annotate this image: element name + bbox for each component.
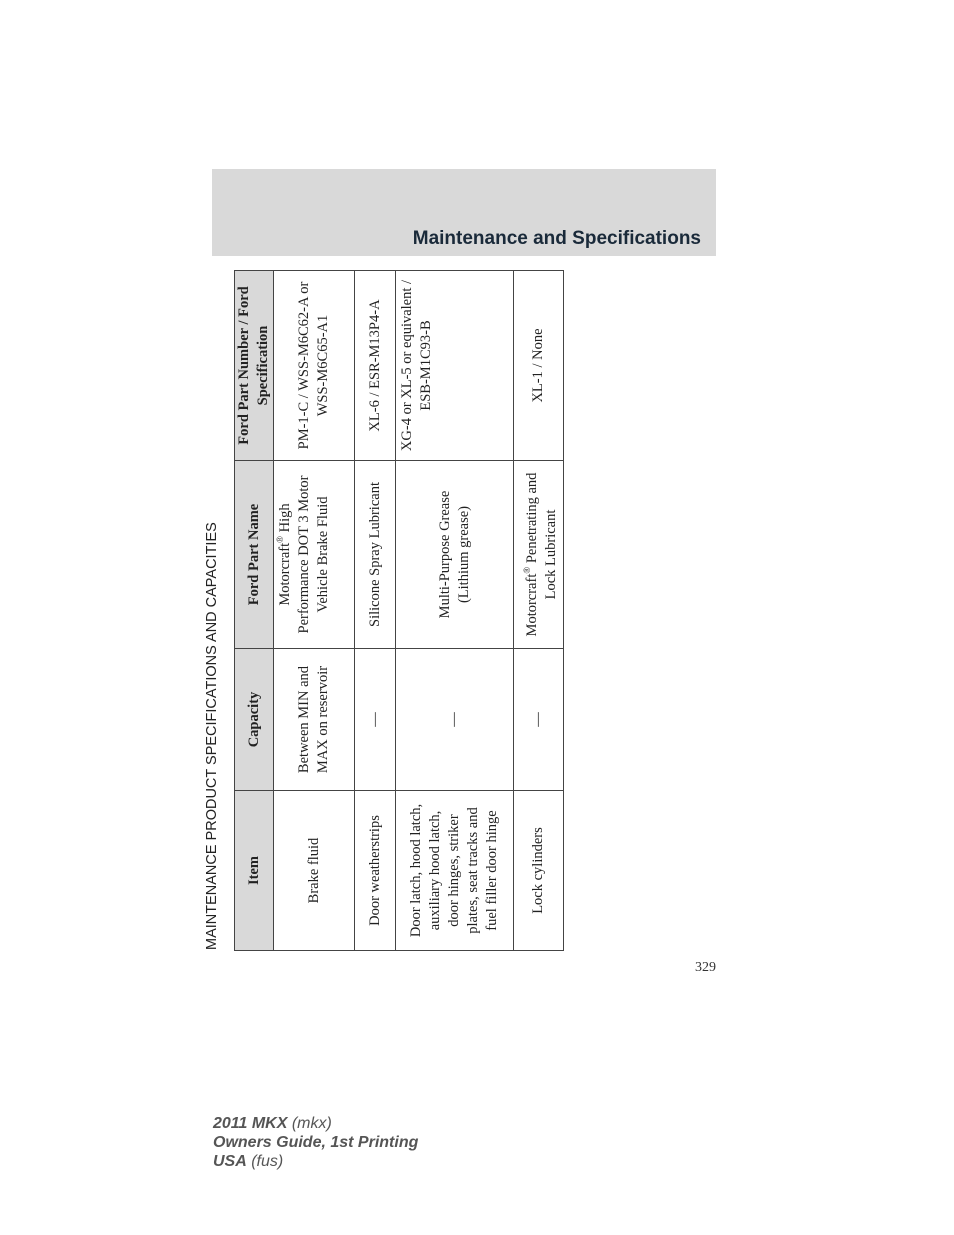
section-heading: MAINTENANCE PRODUCT SPECIFICATIONS AND CAPACITIES [204,522,220,950]
cell-part-number: XL-6 / ESR-M13P4-A [355,271,396,461]
table-header-row [235,271,274,951]
footer-model-code: (mkx) [287,1115,332,1132]
cell-item: Door latch, hood latch, auxiliary hood latch, door hinges, striker plates, seat tracks and fuel filler door hinge [396,791,514,951]
cell-capacity: — [355,649,396,791]
cell-capacity: Between MIN and MAX on reservoir [274,649,355,791]
footer [213,1114,418,1171]
header-title: Maintenance and Specifications [412,228,701,249]
cell-part-number: XG-4 or XL-5 or equivalent / ESB-M1C93-B [396,271,514,461]
cell-capacity: — [396,649,514,791]
footer-line-market [213,1152,418,1171]
cell-part-name-brand: Motorcraft [277,542,293,606]
cell-item: Brake fluid [274,791,355,951]
cell-part-name-rest: High Performance DOT 3 Motor Vehicle Brake Fluid [277,475,331,634]
footer-edition: Owners Guide, 1st Printing [213,1134,419,1151]
registered-mark: ® [522,566,533,574]
registered-mark: ® [275,535,286,543]
column-header-part-number: Ford Part Number / Ford Specification [235,271,274,461]
table-row [514,271,564,951]
cell-part-name: Multi-Purpose Grease (Lithium grease) [396,461,514,649]
header-band [212,169,716,256]
footer-model: 2011 MKX [213,1115,288,1132]
cell-part-name-rest: Penetrating and Lock Lubricant [524,472,559,600]
column-header-item: Item [235,791,274,951]
cell-part-name [514,461,564,649]
column-header-part-name: Ford Part Name [235,461,274,649]
footer-line-edition [213,1133,418,1152]
cell-part-number: PM-1-C / WSS-M6C62-A or WSS-M6C65-A1 [274,271,355,461]
cell-part-name-brand: Motorcraft [524,573,540,637]
column-header-capacity: Capacity [235,649,274,791]
cell-capacity: — [514,649,564,791]
cell-part-name: Silicone Spray Lubricant [355,461,396,649]
footer-line-model [213,1114,418,1133]
page-number: 329 [695,960,716,975]
spec-table [234,271,559,951]
table-row [355,271,396,951]
table-row [274,271,355,951]
footer-market-code: (fus) [246,1153,284,1170]
footer-market: USA [213,1153,247,1170]
table-row [396,271,514,951]
cell-item: Door weatherstrips [355,791,396,951]
cell-item: Lock cylinders [514,791,564,951]
cell-part-name [274,461,355,649]
cell-part-number: XL-1 / None [514,271,564,461]
